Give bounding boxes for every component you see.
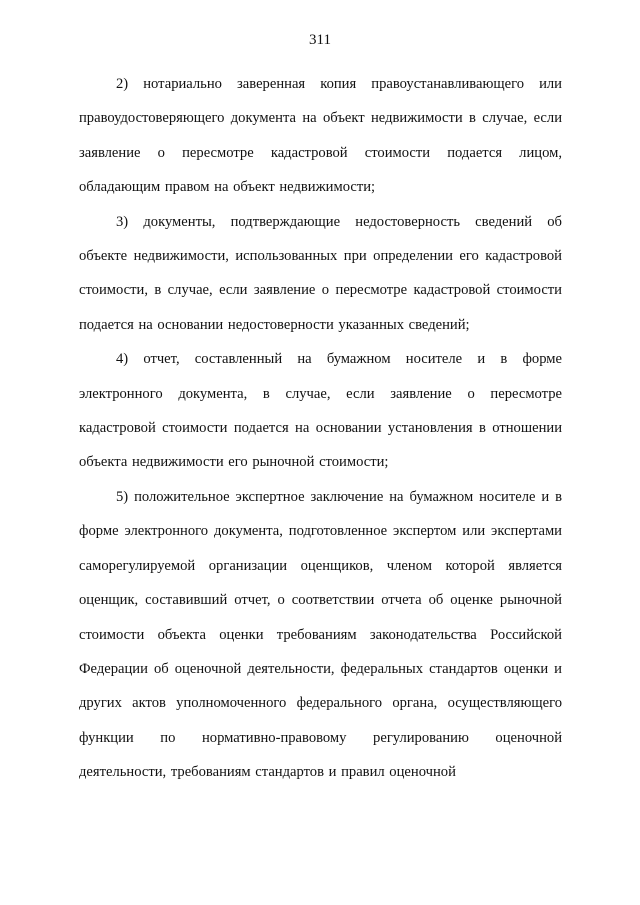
list-item-2: 2) нотариально заверенная копия правоустанавливающего или правоудостоверяющего документа на объект недвижимости в случае, если заявление о пересмотре кадастровой стоимости подается лицом, обладающим правом на объект недвижимости;	[79, 76, 562, 196]
list-item-5: 5) положительное экспертное заключение на бумажном носителе и в форме электронного документа, подготовленное экспертом или экспертами саморегулируемой организации оценщиков, членом которой является оценщик, составивший отчет, о соответствии отчета об оценке рыночной стоимости объекта оценки требованиям законодательства Российской Федерации об оценочной деятельности, федеральных стандартов оценки и других актов уполномоченного федерального органа, осуществляющего функции по нормативно-правовому регулированию оценочной деятельности, требованиям стандартов и правил оценочной	[79, 488, 562, 781]
document-body	[79, 67, 562, 790]
page-number: 311	[309, 32, 331, 48]
list-item-3: 3) документы, подтверждающие недостоверность сведений об объекте недвижимости, использованных при определении его кадастровой стоимости, в случае, если заявление о пересмотре кадастровой стоимости подается на основании недостоверности указанных сведений;	[79, 213, 562, 333]
list-item-4: 4) отчет, составленный на бумажном носителе и в форме электронного документа, в случае, если заявление о пересмотре кадастровой стоимости подается на основании установления в отношении объекта недвижимости его рыночной стоимости;	[79, 351, 562, 471]
